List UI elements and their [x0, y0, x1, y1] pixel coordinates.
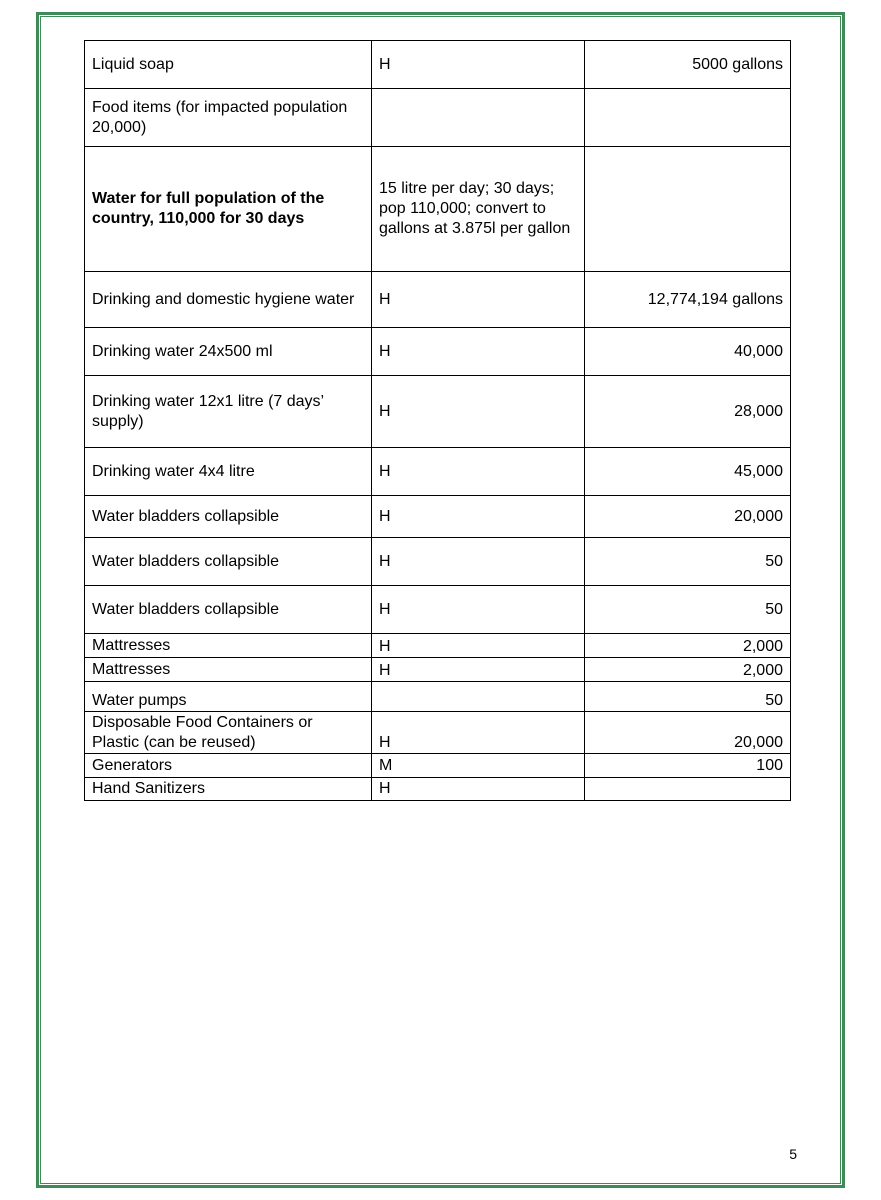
quantity-cell: 2,000 [585, 634, 791, 658]
table-row [85, 778, 791, 801]
table-row [85, 89, 791, 147]
item-cell: Drinking water 12x1 litre (7 days’ supply) [85, 376, 372, 448]
table-row [85, 658, 791, 682]
item-cell: Drinking and domestic hygiene water [85, 272, 372, 328]
priority-cell: 15 litre per day; 30 days; pop 110,000; convert to gallons at 3.875l per gallon [372, 147, 585, 272]
item-cell: Water for full population of the country, 110,000 for 30 days [85, 147, 372, 272]
item-cell: Water bladders collapsible [85, 496, 372, 538]
table-row [85, 376, 791, 448]
item-cell: Generators [85, 754, 372, 778]
quantity-cell: 20,000 [585, 496, 791, 538]
priority-cell: H [372, 448, 585, 496]
quantity-cell: 45,000 [585, 448, 791, 496]
item-cell: Drinking water 4x4 litre [85, 448, 372, 496]
item-cell: Hand Sanitizers [85, 778, 372, 801]
quantity-cell: 5000 gallons [585, 41, 791, 89]
table-row [85, 754, 791, 778]
item-cell: Liquid soap [85, 41, 372, 89]
table-row [85, 538, 791, 586]
table-row [85, 586, 791, 634]
quantity-cell: 100 [585, 754, 791, 778]
supplies-table [84, 40, 791, 801]
table-row [85, 682, 791, 712]
quantity-cell [585, 147, 791, 272]
quantity-cell [585, 778, 791, 801]
priority-cell: H [372, 586, 585, 634]
priority-cell: H [372, 658, 585, 682]
table-row [85, 448, 791, 496]
quantity-cell: 50 [585, 682, 791, 712]
quantity-cell: 40,000 [585, 328, 791, 376]
quantity-cell: 2,000 [585, 658, 791, 682]
table-row [85, 328, 791, 376]
table-row [85, 147, 791, 272]
quantity-cell: 50 [585, 538, 791, 586]
priority-cell [372, 682, 585, 712]
item-cell: Food items (for impacted population 20,000) [85, 89, 372, 147]
priority-cell: H [372, 376, 585, 448]
quantity-cell: 12,774,194 gallons [585, 272, 791, 328]
priority-cell [372, 89, 585, 147]
priority-cell: H [372, 272, 585, 328]
priority-cell: H [372, 634, 585, 658]
table-row [85, 41, 791, 89]
table-row [85, 712, 791, 754]
priority-cell: H [372, 41, 585, 89]
item-cell: Mattresses [85, 658, 372, 682]
table-row [85, 272, 791, 328]
quantity-cell: 20,000 [585, 712, 791, 754]
quantity-cell: 28,000 [585, 376, 791, 448]
table-row [85, 634, 791, 658]
priority-cell: M [372, 754, 585, 778]
item-cell: Water pumps [85, 682, 372, 712]
priority-cell: H [372, 496, 585, 538]
priority-cell: H [372, 538, 585, 586]
priority-cell: H [372, 778, 585, 801]
item-cell: Mattresses [85, 634, 372, 658]
priority-cell: H [372, 328, 585, 376]
item-cell: Drinking water 24x500 ml [85, 328, 372, 376]
item-cell: Disposable Food Containers or Plastic (can be reused) [85, 712, 372, 754]
quantity-cell: 50 [585, 586, 791, 634]
quantity-cell [585, 89, 791, 147]
item-cell: Water bladders collapsible [85, 538, 372, 586]
priority-cell: H [372, 712, 585, 754]
table-row [85, 496, 791, 538]
page-number: 5 [789, 1146, 797, 1162]
item-cell: Water bladders collapsible [85, 586, 372, 634]
